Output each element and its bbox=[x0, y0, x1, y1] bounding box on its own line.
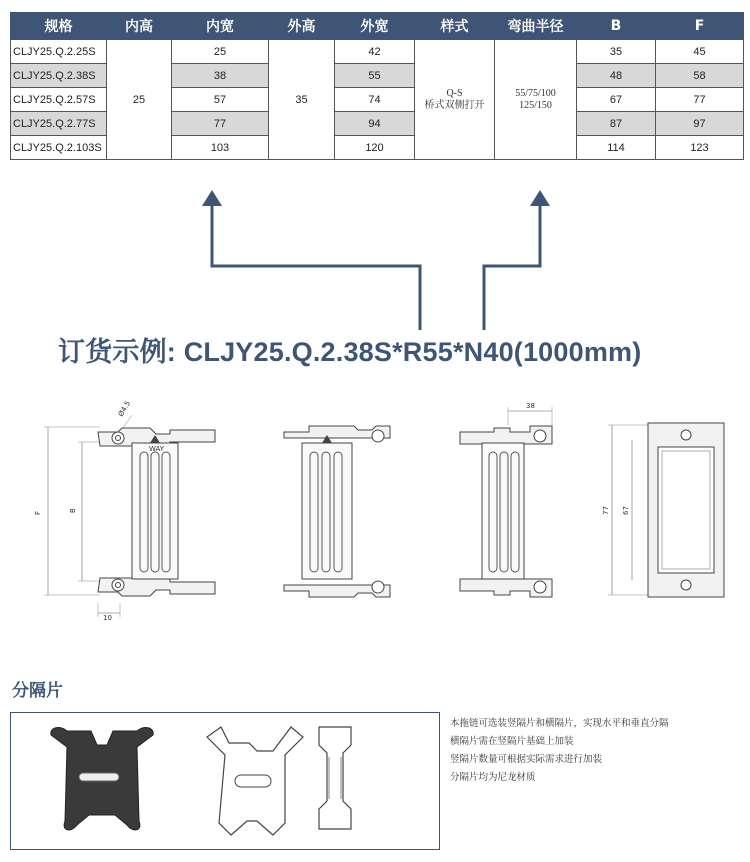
outer-width-cell: 55 bbox=[335, 64, 415, 88]
f-cell: 45 bbox=[656, 40, 744, 64]
header-bend-radius: 弯曲半径 bbox=[495, 13, 577, 40]
dim-label-hole: Ø4.5 bbox=[116, 399, 133, 418]
inner-width-cell: 77 bbox=[172, 112, 269, 136]
side-view-dimensioned bbox=[34, 400, 215, 622]
separator-note: 本拖链可选装竖隔片和横隔片，实现水平和垂直分隔 bbox=[450, 718, 669, 729]
separator-horizontal-piece bbox=[319, 727, 351, 829]
dim-label-f: F bbox=[34, 510, 42, 515]
model-cell: CLJY25.Q.2.77S bbox=[11, 112, 107, 136]
b-cell: 114 bbox=[577, 136, 656, 160]
front-view bbox=[602, 423, 724, 597]
outer-width-cell: 94 bbox=[335, 112, 415, 136]
header-inner-width: 内宽 bbox=[172, 13, 269, 40]
header-b: B bbox=[577, 13, 656, 40]
side-view-width bbox=[460, 402, 552, 597]
f-cell: 77 bbox=[656, 88, 744, 112]
style-code: Q-S bbox=[446, 87, 463, 99]
arrow-head-right bbox=[530, 190, 550, 206]
f-cell: 123 bbox=[656, 136, 744, 160]
inner-width-cell: 38 bbox=[172, 64, 269, 88]
header-f: F bbox=[656, 13, 744, 40]
separator-illustrations bbox=[11, 713, 439, 849]
model-cell: CLJY25.Q.2.57S bbox=[11, 88, 107, 112]
arrow-head-left bbox=[202, 190, 222, 206]
model-cell: CLJY25.Q.2.38S bbox=[11, 64, 107, 88]
arrow-line-left bbox=[212, 202, 420, 330]
b-cell: 87 bbox=[577, 112, 656, 136]
separator-title: 分隔片 bbox=[12, 681, 63, 701]
f-cell: 97 bbox=[656, 112, 744, 136]
order-example: 订货示例: CLJY25.Q.2.38S*R55*N40(1000mm) bbox=[58, 337, 642, 367]
b-cell: 48 bbox=[577, 64, 656, 88]
separator-notes bbox=[450, 715, 745, 787]
inner-width-cell: 57 bbox=[172, 88, 269, 112]
outer-width-cell: 42 bbox=[335, 40, 415, 64]
inner-height-cell: 25 bbox=[107, 40, 172, 160]
model-cell: CLJY25.Q.2.103S bbox=[11, 136, 107, 160]
arrow-line-right bbox=[484, 202, 540, 330]
header-spec: 规格 bbox=[11, 13, 107, 40]
header-outer-height: 外高 bbox=[269, 13, 335, 40]
technical-drawings bbox=[0, 395, 750, 630]
dim-label-10: 10 bbox=[103, 614, 112, 622]
way-mark: WAY bbox=[149, 445, 165, 453]
header-style: 样式 bbox=[415, 13, 495, 40]
b-cell: 35 bbox=[577, 40, 656, 64]
side-view-plain bbox=[284, 426, 390, 597]
dim-label-77: 77 bbox=[602, 506, 610, 515]
outer-height-cell: 35 bbox=[269, 40, 335, 160]
f-cell: 58 bbox=[656, 64, 744, 88]
dim-label-b: B bbox=[69, 508, 77, 513]
inner-width-cell: 25 bbox=[172, 40, 269, 64]
separator-note: 横隔片需在竖隔片基础上加装 bbox=[450, 736, 574, 747]
inner-width-cell: 103 bbox=[172, 136, 269, 160]
outer-width-cell: 74 bbox=[335, 88, 415, 112]
style-name: 桥式双侧打开 bbox=[424, 99, 485, 111]
order-arrows bbox=[0, 0, 750, 340]
bend-radius-line1: 55/75/100 bbox=[515, 87, 556, 99]
header-outer-width: 外宽 bbox=[335, 13, 415, 40]
model-cell: CLJY25.Q.2.25S bbox=[11, 40, 107, 64]
bend-radius-line2: 125/150 bbox=[519, 99, 552, 111]
b-cell: 67 bbox=[577, 88, 656, 112]
header-inner-height: 内高 bbox=[107, 13, 172, 40]
separator-note: 分隔片均为尼龙材质 bbox=[450, 772, 536, 783]
separator-note: 竖隔片数量可根据实际需求进行加装 bbox=[450, 754, 603, 765]
dim-label-67: 67 bbox=[622, 506, 630, 515]
dim-label-38: 38 bbox=[526, 402, 535, 410]
outer-width-cell: 120 bbox=[335, 136, 415, 160]
separator-image-box bbox=[10, 712, 440, 850]
